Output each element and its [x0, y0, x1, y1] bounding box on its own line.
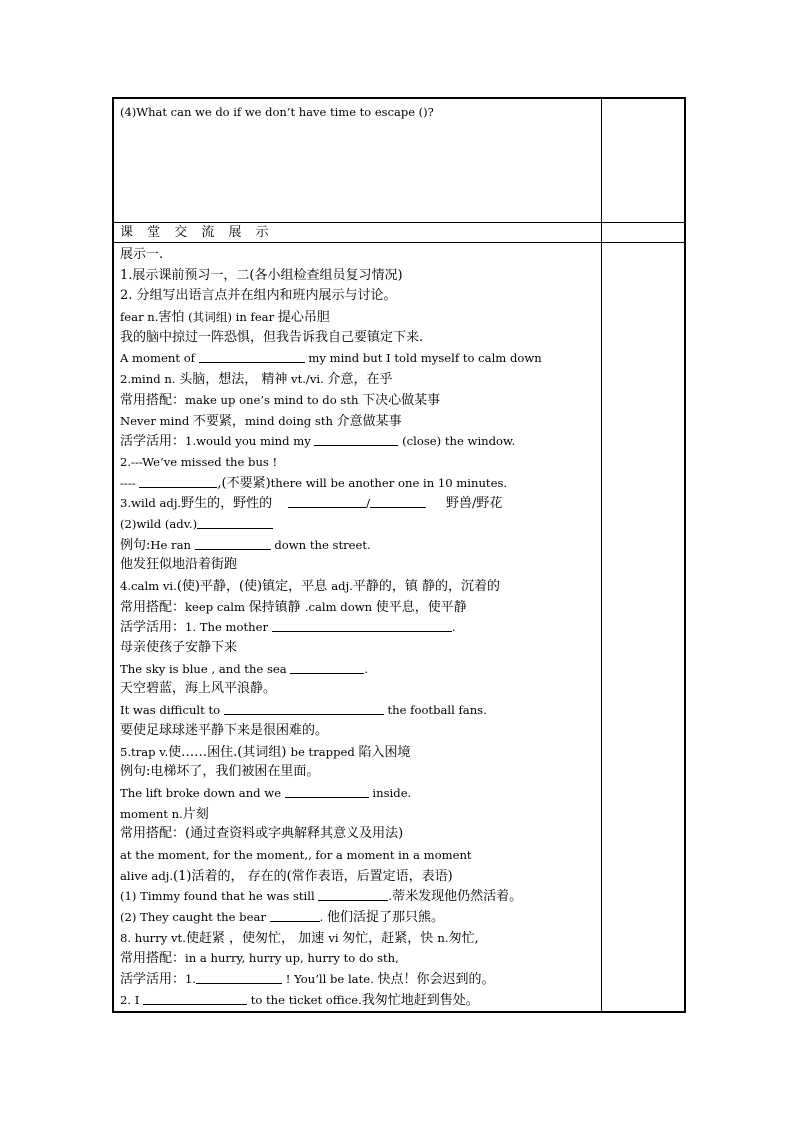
- answer-blank[interactable]: [270, 909, 320, 922]
- answer-blank[interactable]: [285, 785, 369, 798]
- worksheet-table: [112, 97, 686, 1013]
- line: 展示一.: [120, 247, 164, 262]
- line: 母亲使孩子安静下来: [120, 640, 238, 656]
- line: 常用搭配：make up one’s mind to do sth 下决心做某事: [120, 392, 441, 408]
- answer-blank[interactable]: [143, 992, 247, 1005]
- line: 活学活用：1. ! You’ll be late. 快点！你会迟到的。: [120, 972, 495, 988]
- line: 常用搭配：(通过查资料或字典解释其意义及用法): [120, 826, 404, 842]
- line: at the moment, for the moment,, for a moment in a moment: [120, 847, 472, 862]
- line: Never mind 不要紧，mind doing sth 介意做某事: [120, 413, 402, 429]
- answer-blank[interactable]: [288, 495, 366, 508]
- line: fear n.害怕 (其词组) in fear 提心吊胆: [120, 310, 330, 326]
- answer-blank[interactable]: [272, 619, 452, 632]
- answer-blank[interactable]: [199, 350, 305, 363]
- line: 活学活用：1.would you mind my (close) the window.: [120, 434, 516, 450]
- line: moment n.片刻: [120, 806, 209, 822]
- line: 2. I to the ticket office.我匆忙地赶到售处。: [120, 992, 479, 1008]
- answer-blank[interactable]: [139, 475, 217, 488]
- line: 天空碧蓝，海上风平浪静。: [120, 681, 277, 697]
- line: It was difficult to the football fans.: [120, 703, 487, 718]
- row-divider-1: [114, 222, 684, 223]
- line: ---- ,(不要紧)there will be another one in 10 minutes.: [120, 475, 508, 491]
- line: 常用搭配：in a hurry, hurry up, hurry to do sth,: [120, 951, 399, 967]
- line: 3.wild adj.野生的，野性的 / 野兽/野花: [120, 496, 503, 512]
- question-4: (4)What can we do if we don’t have time to escape ()?: [120, 105, 434, 119]
- line: 1.展示课前预习一，二(各小组检查组员复习情况): [120, 267, 403, 283]
- answer-blank[interactable]: [195, 537, 271, 550]
- line: 8. hurry vt.使赶紧 ，使匆忙， 加速 vi 匆忙，赶紧，快 n.匆忙,: [120, 930, 479, 946]
- line: 常用搭配：keep calm 保持镇静 .calm down 使平息，使平静: [120, 599, 467, 615]
- line: The sky is blue , and the sea .: [120, 661, 369, 676]
- content-cell: [120, 245, 598, 1010]
- answer-blank[interactable]: [290, 661, 364, 674]
- answer-blank[interactable]: [370, 495, 426, 508]
- line: (1) Timmy found that he was still .蒂米发现他仍然活着。: [120, 889, 523, 905]
- line: 我的脑中掠过一阵恐惧，但我告诉我自己要镇定下来.: [120, 329, 424, 345]
- line: 他发狂似地沿着街跑: [120, 557, 238, 573]
- line: 要使足球球迷平静下来是很困难的。: [120, 722, 329, 738]
- line: 活学活用：1. The mother .: [120, 620, 456, 636]
- answer-blank[interactable]: [196, 971, 282, 984]
- answer-blank[interactable]: [314, 433, 398, 446]
- line: 5.trap v.使……困住.(其词组) be trapped 陷入困境: [120, 744, 411, 760]
- line: 2.mind n. 头脑，想法， 精神 vt./vi. 介意，在乎: [120, 372, 393, 388]
- answer-blank[interactable]: [224, 702, 384, 715]
- line: 4.calm vi.(使)平静，(使)镇定，平息 adj.平静的，镇 静的，沉着的: [120, 579, 500, 594]
- line: 2.---We’ve missed the bus !: [120, 454, 278, 469]
- line: The lift broke down and we inside.: [120, 785, 412, 800]
- line: alive adj.(1)活着的， 存在的(常作表语，后置定语，表语): [120, 868, 453, 884]
- row-divider-2: [114, 242, 684, 243]
- line: A moment of my mind but I told myself to calm down: [120, 351, 542, 366]
- line: (2)wild (adv.): [120, 514, 598, 535]
- answer-blank[interactable]: [318, 888, 388, 901]
- line: 2. 分组写出语言点并在组内和班内展示与讨论。: [120, 288, 397, 304]
- line: 例句:He ran down the street.: [120, 537, 371, 553]
- answer-blank[interactable]: [197, 516, 273, 529]
- section-header: 课 堂 交 流 展 示: [120, 225, 274, 240]
- line: (2) They caught the bear . 他们活捉了那只熊。: [120, 910, 444, 925]
- line: 例句:电梯坏了，我们被困在里面。: [120, 764, 320, 780]
- column-divider: [601, 99, 602, 1011]
